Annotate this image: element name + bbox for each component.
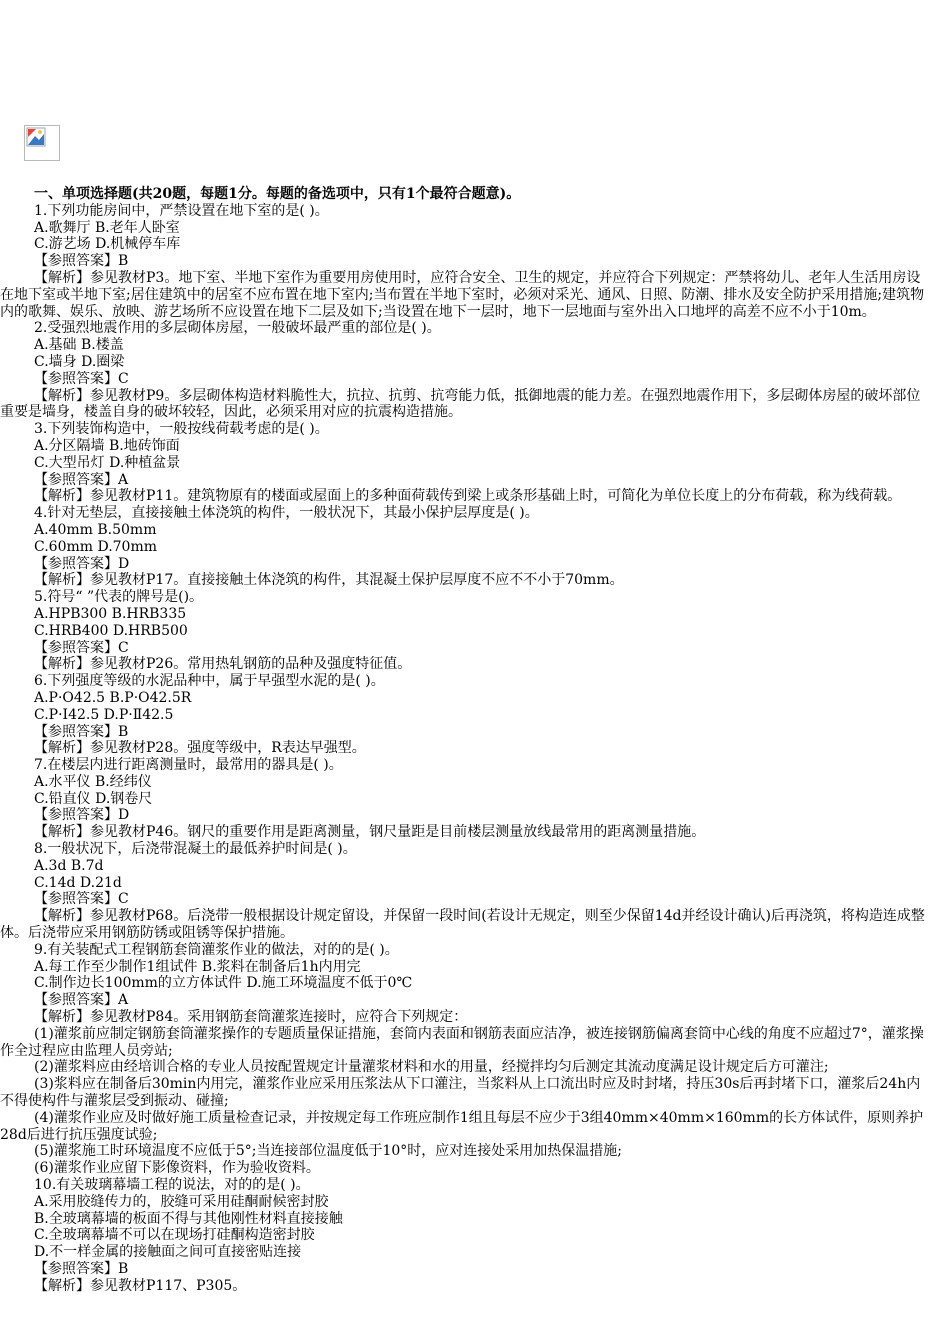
- option-line: C.60mm D.70mm: [34, 538, 158, 555]
- analysis-paragraph: 【解析】参见教材P28。强度等级中，R表达早强型。: [34, 740, 366, 757]
- answer-line: 【参照答案】D: [34, 555, 130, 572]
- analysis-paragraph: (2)灌浆料应由经培训合格的专业人员按配置规定计量灌浆材料和水的用量，经搅拌均匀后测定其流动度满足设计规定后方可灌注;: [34, 1059, 829, 1076]
- question-text: 5.符号“ ”代表的牌号是()。: [34, 589, 204, 606]
- option-line: C.游艺场 D.机械停车库: [34, 236, 181, 253]
- option-line: A.每工作至少制作1组试件 B.浆料在制备后1h内用完: [34, 958, 361, 975]
- option-line: C.大型吊灯 D.种植盆景: [34, 454, 181, 471]
- analysis-paragraph: 【解析】参见教材P9。多层砌体构造材料脆性大，抗拉、抗剪、抗弯能力低，抵御地震的能力差。在强烈地震作用下，多层砌体房屋的破坏部位重要是墙身，楼盖自身的破坏较轻，因此，必须采用对应的抗震构造措施。: [0, 387, 921, 421]
- answer-line: 【参照答案】A: [34, 471, 129, 488]
- option-line: D.不一样金属的接触面之间可直接密贴连接: [34, 1244, 302, 1261]
- question-text: 7.在楼层内进行距离测量时，最常用的器具是( )。: [34, 757, 343, 774]
- analysis-paragraph: 【解析】参见教材P11。建筑物原有的楼面或屋面上的多种面荷载传到梁上或条形基础上时，可简化为单位长度上的分布荷载，称为线荷载。: [34, 488, 902, 505]
- answer-line: 【参照答案】C: [34, 639, 129, 656]
- answer-line: 【参照答案】B: [34, 723, 129, 740]
- option-line: A.P·O42.5 B.P·O42.5R: [34, 689, 192, 706]
- answer-line: 【参照答案】C: [34, 370, 129, 387]
- answer-line: 【参照答案】B: [34, 1261, 129, 1277]
- section-title: 一、单项选择题(共20题，每题1分。每题的备选项中，只有1个最符合题意)。: [34, 186, 521, 202]
- broken-image-icon: [24, 125, 60, 161]
- question-text: 2.受强烈地震作用的多层砌体房屋，一般破坏最严重的部位是( )。: [34, 320, 441, 337]
- analysis-paragraph: (6)灌浆作业应留下影像资料，作为验收资料。: [34, 1160, 320, 1177]
- question-text: 10.有关玻璃幕墙工程的说法，对的的是( )。: [34, 1177, 310, 1194]
- option-line: C.墙身 D.圈梁: [34, 353, 125, 370]
- document-body: [0, 186, 930, 1295]
- option-line: C.P·I42.5 D.P·Ⅱ42.5: [34, 706, 174, 723]
- option-line: A.分区隔墙 B.地砖饰面: [34, 437, 180, 454]
- answer-line: 【参照答案】D: [34, 807, 130, 824]
- question-text: 1.下列功能房间中，严禁设置在地下室的是( )。: [34, 202, 329, 219]
- answer-line: 【参照答案】C: [34, 891, 129, 908]
- option-line: C.HRB400 D.HRB500: [34, 622, 188, 639]
- option-line: A.水平仪 B.经纬仪: [34, 773, 152, 790]
- option-line: A.HPB300 B.HRB335: [34, 605, 187, 622]
- analysis-paragraph: (4)灌浆作业应及时做好施工质量检查记录，并按规定每工作班应制作1组且每层不应少于3组40mm×40mm×160mm的长方体试件，原则养护28d后进行抗压强度试验;: [0, 1109, 924, 1143]
- question-text: 3.下列装饰构造中，一般按线荷载考虑的是( )。: [34, 421, 329, 438]
- answer-line: 【参照答案】A: [34, 992, 129, 1009]
- analysis-paragraph: (1)灌浆前应制定钢筋套筒灌浆操作的专题质量保证措施，套筒内表面和钢筋表面应洁净，被连接钢筋偏离套筒中心线的角度不应超过7°，灌浆操作全过程应由监理人员旁站;: [0, 1025, 924, 1059]
- analysis-paragraph: 【解析】参见教材P46。钢尺的重要作用是距离测量，钢尺量距是目前楼层测量放线最常用的距离测量措施。: [34, 824, 706, 841]
- analysis-paragraph: 【解析】参见教材P117、P305。: [34, 1277, 247, 1294]
- analysis-paragraph: (5)灌浆施工时环境温度不应低于5°;当连接部位温度低于10°时，应对连接处采用加热保温措施;: [34, 1143, 622, 1160]
- analysis-paragraph: 【解析】参见教材P17。直接接触土体浇筑的构件，其混凝土保护层厚度不应不不小于70mm。: [34, 572, 624, 589]
- option-line: C.制作边长100mm的立方体试件 D.施工环境温度不低于0℃: [34, 975, 413, 992]
- question-text: 8.一般状况下，后浇带混凝土的最低养护时间是( )。: [34, 841, 357, 858]
- option-line: A.采用胶缝传力的，胶缝可采用硅酮耐候密封胶: [34, 1193, 329, 1210]
- option-line: C.全玻璃幕墙不可以在现场打硅酮构造密封胶: [34, 1227, 315, 1244]
- question-text: 9.有关装配式工程钢筋套筒灌浆作业的做法，对的的是( )。: [34, 941, 399, 958]
- analysis-paragraph: (3)浆料应在制备后30min内用完，灌浆作业应采用压浆法从下口灌注，当浆料从上口流出时应及时封堵，持压30s后再封堵下口，灌浆后24h内不得使构件与灌浆层受到振动、碰撞;: [0, 1076, 921, 1110]
- analysis-paragraph: 【解析】参见教材P26。常用热轧钢筋的品种及强度特征值。: [34, 656, 412, 673]
- analysis-paragraph: 【解析】参见教材P84。采用钢筋套筒灌浆连接时，应符合下列规定：: [34, 1009, 468, 1026]
- option-line: C.14d D.21d: [34, 874, 122, 891]
- option-line: A.3d B.7d: [34, 857, 104, 874]
- option-line: B.全玻璃幕墙的板面不得与其他刚性材料直接接触: [34, 1210, 343, 1227]
- option-line: C.铅直仪 D.钢卷尺: [34, 790, 153, 807]
- image-placeholder-icon: [26, 127, 46, 147]
- analysis-paragraph: 【解析】参见教材P3。地下室、半地下室作为重要用房使用时，应符合安全、卫生的规定，并应符合下列规定：严禁将幼儿、老年人生活用房设在地下室或半地下室;居住建筑中的居室不应布置在地下室内;当布置在半地下室时，必须对采光、通风、日照、防潮、排水及安全防护采用措施;建筑物内的歌舞、娱乐、放映、游艺场所不应设置在地下二层及如下;当设置在地下一层时，地下一层地面与室外出入口地坪的高差不应不小于10m。: [0, 269, 925, 320]
- analysis-paragraph: 【解析】参见教材P68。后浇带一般根据设计规定留设，并保留一段时间(若设计无规定，则至少保留14d并经设计确认)后再浇筑，将构造连成整体。后浇带应采用钢筋防锈或阻锈等保护措施。: [0, 908, 925, 942]
- answer-line: 【参照答案】B: [34, 253, 129, 270]
- option-line: A.40mm B.50mm: [34, 521, 157, 538]
- question-text: 6.下列强度等级的水泥品种中，属于早强型水泥的是( )。: [34, 673, 385, 690]
- option-line: A.歌舞厅 B.老年人卧室: [34, 219, 180, 236]
- question-text: 4.针对无垫层，直接接触土体浇筑的构件，一般状况下，其最小保护层厚度是( )。: [34, 505, 539, 522]
- option-line: A.基础 B.楼盖: [34, 337, 124, 354]
